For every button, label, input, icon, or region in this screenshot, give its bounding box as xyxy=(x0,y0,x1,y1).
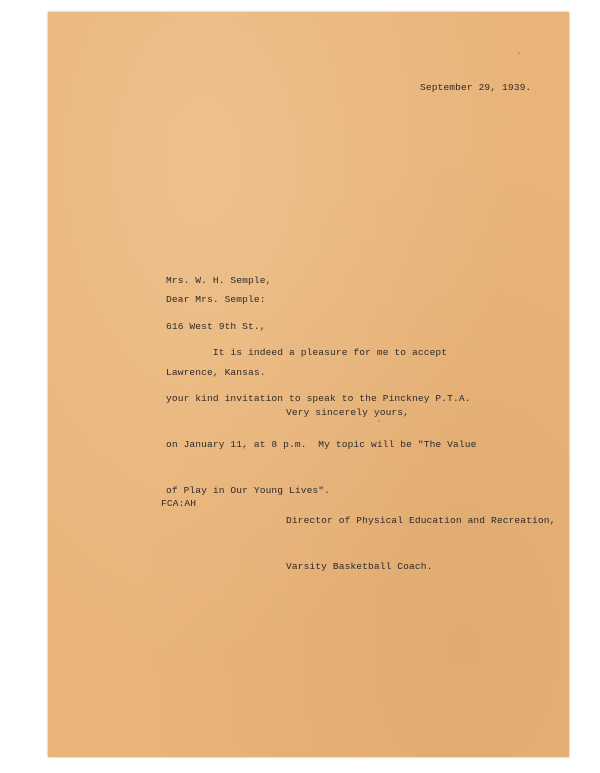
body-line: on January 11, at 8 p.m. My topic will be "The Value xyxy=(166,439,477,451)
salutation: Dear Mrs. Semple: xyxy=(166,294,266,305)
signature-subtitle: Varsity Basketball Coach. xyxy=(286,561,433,573)
closing: Very sincerely yours, xyxy=(286,407,410,418)
recipient-city: Lawrence, Kansas. xyxy=(166,367,266,379)
recipient-name: Mrs. W. H. Semple, xyxy=(166,274,272,286)
body-line: of Play in Our Young Lives". xyxy=(166,485,331,497)
paper-speck xyxy=(378,420,380,422)
signature-title: Director of Physical Education and Recreation, xyxy=(286,514,556,526)
paper-speck xyxy=(518,52,520,54)
signature-block xyxy=(286,482,555,605)
typist-initials: FCA:AH xyxy=(161,498,197,509)
letter-date: September 29, 1939. xyxy=(420,82,532,93)
body-line: your kind invitation to speak to the Pinckney P.T.A. xyxy=(166,393,471,405)
recipient-street: 616 West 9th St., xyxy=(166,321,266,333)
letter-paper xyxy=(48,12,569,757)
body-line: It is indeed a pleasure for me to accept xyxy=(166,346,448,358)
